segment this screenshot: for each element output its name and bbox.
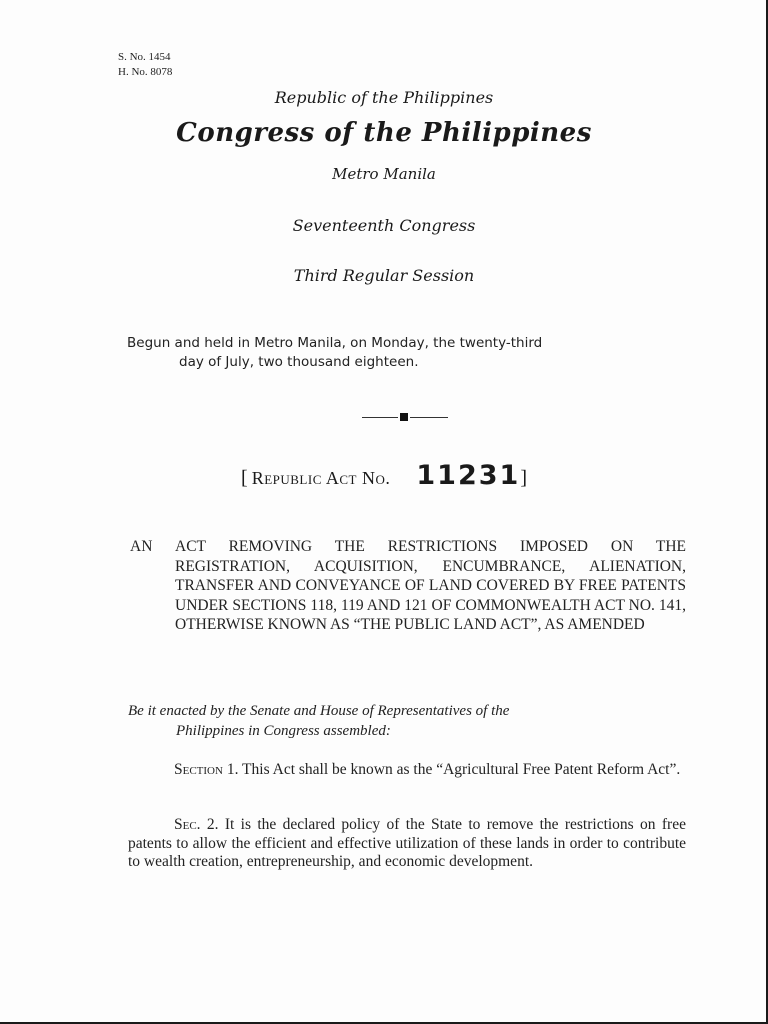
section-2-text: It is the declared policy of the State to remove the restrictions on free patents to allow the efficient and effective utilization of these lands in order to contribute to wealth creation, entrepreneurship, and economic development. xyxy=(128,816,686,870)
city-heading: Metro Manila xyxy=(332,165,436,183)
session-heading: Third Regular Session xyxy=(293,266,475,285)
begun-statement xyxy=(127,334,687,372)
house-bill-number: H. No. 8078 xyxy=(118,66,173,78)
republic-act-number xyxy=(0,460,768,491)
section-1-label: Section 1. xyxy=(174,761,239,778)
begun-line-1: Begun and held in Metro Manila, on Monday, the twenty-third xyxy=(127,335,543,351)
close-bracket: ] xyxy=(520,467,527,489)
bill-numbers xyxy=(118,50,172,80)
act-prefix: AN xyxy=(130,538,153,555)
section-1-text: This Act shall be known as the “Agricultural Free Patent Reform Act”. xyxy=(238,761,681,778)
open-bracket: [ xyxy=(241,467,248,489)
ornament-square xyxy=(400,413,408,421)
congress-number-heading: Seventeenth Congress xyxy=(292,216,476,235)
senate-bill-number: S. No. 1454 xyxy=(118,51,171,63)
enacting-clause xyxy=(128,702,686,741)
section-2 xyxy=(128,816,686,872)
section-2-label: Sec. 2. xyxy=(174,816,219,833)
enacting-line-2: Philippines in Congress assembled: xyxy=(176,722,391,739)
act-title xyxy=(130,537,686,635)
republic-act-label: Republic Act No. xyxy=(251,468,391,488)
congress-heading: Congress of the Philippines xyxy=(176,118,592,148)
republic-heading: Republic of the Philippines xyxy=(274,88,494,107)
begun-line-2: day of July, two thousand eighteen. xyxy=(179,354,419,370)
section-1 xyxy=(128,761,686,780)
republic-act-num: 11231 xyxy=(416,460,521,491)
divider-ornament xyxy=(362,410,448,424)
enacting-line-1: Be it enacted by the Senate and House of Representatives of the xyxy=(128,703,510,719)
act-title-text: ACT REMOVING THE RESTRICTIONS IMPOSED ON THE REGISTRATION, ACQUISITION, ENCUMBRANCE, ALIENATION, TRANSFER AND CONVEYANCE OF LAND COVERED BY FREE PATENTS UNDER SECTIONS 118, 119 AND 121 OF COMMONWEALTH ACT NO. 141, OTHERWISE KNOWN AS “THE PUBLIC LAND ACT”, AS AMENDED xyxy=(175,538,686,633)
